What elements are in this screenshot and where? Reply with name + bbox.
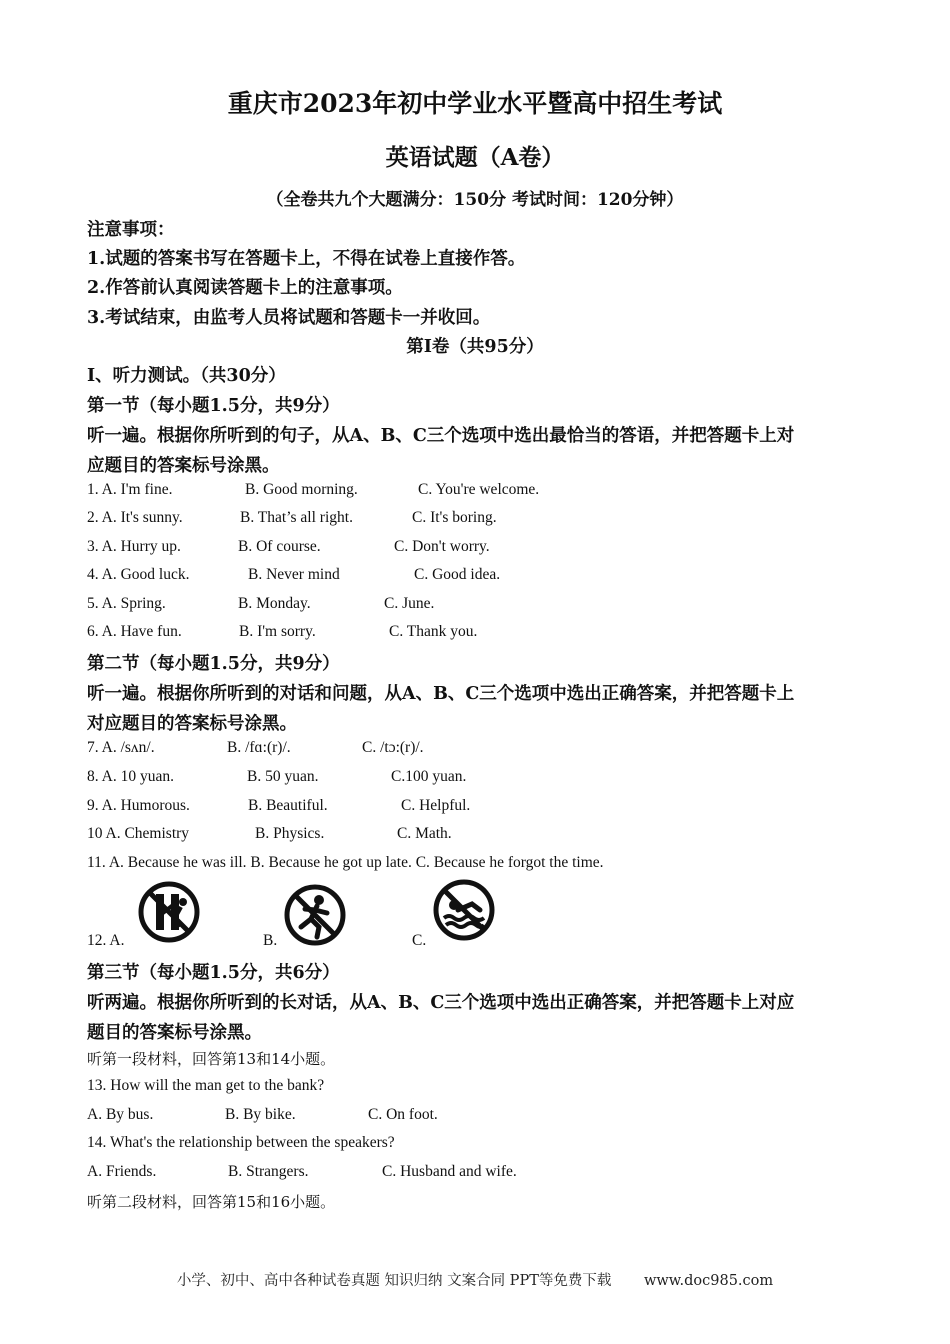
q13-option-b: B. By bike. [225, 1106, 296, 1123]
footer-text: 小学、初中、高中各种试卷真题 知识归纳 文案合同 PPT等免费下载 [176, 1273, 612, 1289]
q5-option-a: 5. A. Spring. [87, 595, 166, 612]
q11-options: 11. A. Because he was ill. B. Because he got up late. C. Because he forgot the time. [87, 854, 604, 871]
q7-option-c: C. /tɔ:(r)/. [362, 739, 424, 756]
part1-title: 第Ⅰ卷（共95分） [406, 337, 544, 357]
material-2-note: 听第二段材料，回答第15和16小题。 [87, 1193, 336, 1211]
q5-option-c: C. June. [384, 595, 435, 612]
q2-option-a: 2. A. It's sunny. [87, 509, 183, 526]
q14-option-b: B. Strangers. [228, 1163, 309, 1180]
q1-option-b: B. Good morning. [245, 481, 358, 498]
q1-option-c: C. You're welcome. [418, 481, 540, 498]
q10-option-b: B. Physics. [255, 825, 325, 842]
q7-option-b: B. /fɑ:(r)/. [227, 739, 291, 756]
sec3-title: 第三节（每小题1.5分，共6分） [87, 963, 340, 983]
q9-option-c: C. Helpful. [401, 797, 471, 814]
q4-option-c: C. Good idea. [414, 566, 501, 583]
no-climbing-icon [137, 880, 201, 944]
q10-option-c: C. Math. [397, 825, 452, 842]
sec2-title: 第二节（每小题1.5分，共9分） [87, 654, 340, 674]
sec1-title: 第一节（每小题1.5分，共9分） [87, 396, 340, 416]
q2-option-b: B. That’s all right. [240, 509, 353, 526]
q6-option-b: B. I'm sorry. [239, 623, 316, 640]
sec3-instruction-line2: 题目的答案标号涂黑。 [87, 1023, 262, 1043]
no-running-icon [283, 883, 347, 947]
q8-option-a: 8. A. 10 yuan. [87, 768, 174, 785]
q9-option-a: 9. A. Humorous. [87, 797, 190, 814]
q8-option-c: C.100 yuan. [391, 768, 467, 785]
q9-option-b: B. Beautiful. [248, 797, 328, 814]
q4-option-b: B. Never mind [248, 566, 340, 583]
q3-option-a: 3. A. Hurry up. [87, 538, 181, 555]
q12-option-b: B. [263, 932, 278, 949]
note-item-2: 2.作答前认真阅读答题卡上的注意事项。 [87, 278, 403, 298]
q13-option-c: C. On foot. [368, 1106, 438, 1123]
q13-option-a: A. By bus. [87, 1106, 154, 1123]
sec3-instruction-line1: 听两遍。根据你所听到的长对话，从A、B、C三个选项中选出正确答案，并把答题卡上对应 [87, 993, 795, 1013]
q14-option-a: A. Friends. [87, 1163, 157, 1180]
page-footer [0, 1269, 950, 1290]
q8-option-b: B. 50 yuan. [247, 768, 319, 785]
q3-option-c: C. Don't worry. [394, 538, 490, 555]
sec2-instruction-line2: 对应题目的答案标号涂黑。 [87, 714, 297, 734]
q2-option-c: C. It's boring. [412, 509, 497, 526]
q3-option-b: B. Of course. [238, 538, 321, 555]
exam-subtitle: 英语试题（A卷） [385, 144, 565, 171]
sec1-instruction-line2: 应题目的答案标号涂黑。 [87, 456, 280, 476]
q12-option-a: 12. A. [87, 932, 125, 949]
note-item-3: 3.考试结束，由监考人员将试题和答题卡一并收回。 [87, 308, 491, 328]
exam-info: （全卷共九个大题满分：150分 考试时间：120分钟） [266, 190, 684, 210]
note-item-1: 1.试题的答案书写在答题卡上，不得在试卷上直接作答。 [87, 249, 526, 269]
footer-link[interactable]: www.doc985.com [643, 1273, 774, 1289]
no-swimming-icon [432, 878, 496, 942]
q6-option-c: C. Thank you. [389, 623, 478, 640]
sec2-instruction-line1: 听一遍。根据你所听到的对话和问题，从A、B、C三个选项中选出正确答案，并把答题卡上 [87, 684, 795, 704]
exam-title: 重庆市2023年初中学业水平暨高中招生考试 [227, 89, 723, 118]
q1-option-a: 1. A. I'm fine. [87, 481, 173, 498]
q14-option-c: C. Husband and wife. [382, 1163, 517, 1180]
q7-option-a: 7. A. /sʌn/. [87, 739, 155, 756]
q4-option-a: 4. A. Good luck. [87, 566, 190, 583]
listening-section-title: Ⅰ、听力测试。（共30分） [87, 366, 286, 386]
sec1-instruction-line1: 听一遍。根据你所听到的句子，从A、B、C三个选项中选出最恰当的答语，并把答题卡上对 [87, 426, 795, 446]
material-1-note: 听第一段材料，回答第13和14小题。 [87, 1050, 336, 1068]
q12-option-c: C. [412, 932, 427, 949]
q13-question: 13. How will the man get to the bank? [87, 1077, 325, 1094]
notes-heading: 注意事项： [87, 220, 175, 240]
q10-option-a: 10 A. Chemistry [87, 825, 190, 842]
q14-question: 14. What's the relationship between the speakers? [87, 1134, 395, 1151]
q6-option-a: 6. A. Have fun. [87, 623, 182, 640]
q5-option-b: B. Monday. [238, 595, 311, 612]
